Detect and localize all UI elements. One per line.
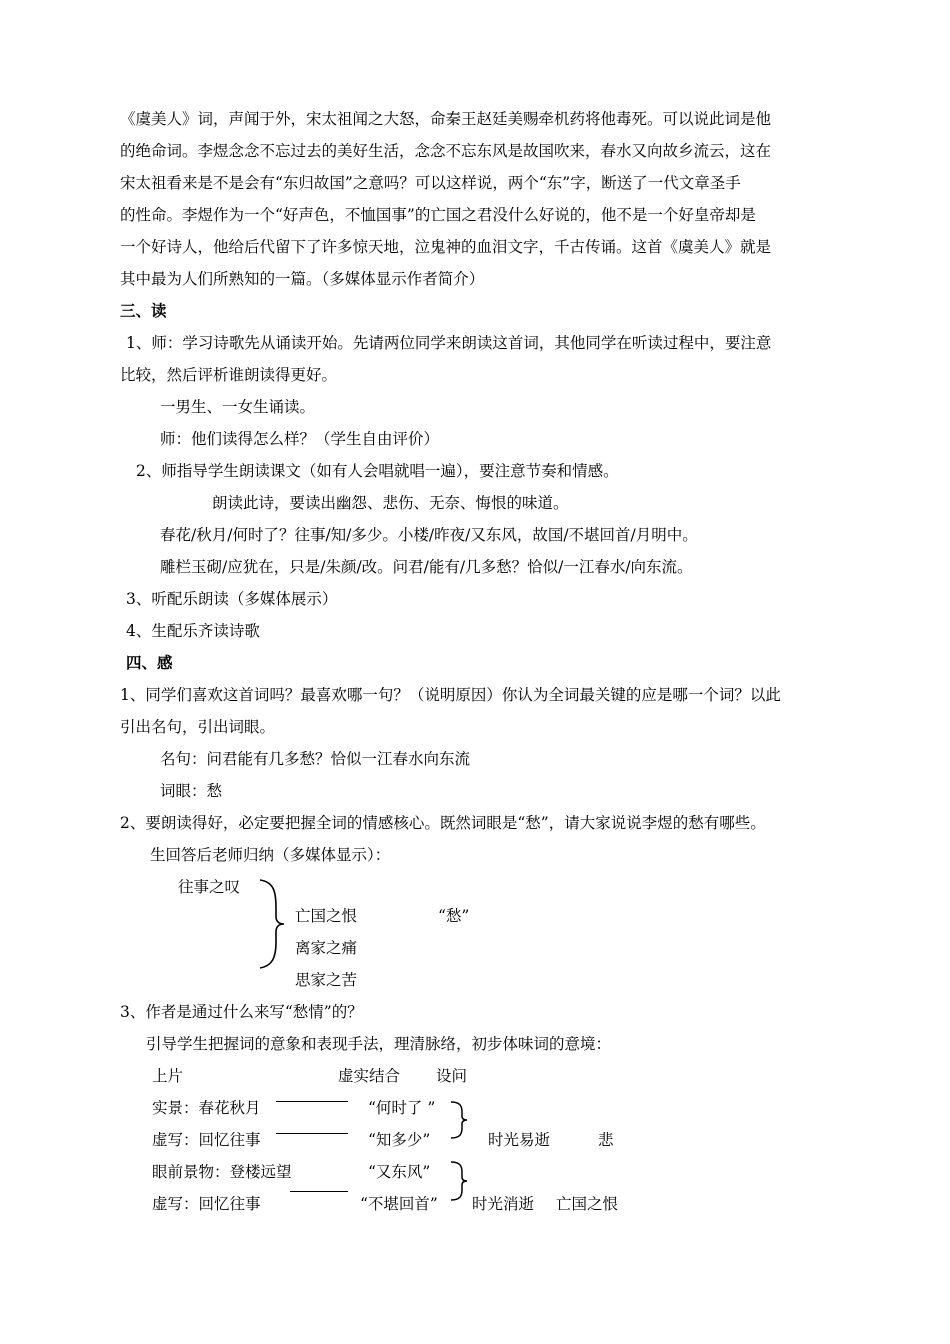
intro-line-6: 其中最为人们所熟知的一篇。（多媒体显示作者简介） bbox=[120, 270, 485, 288]
intro-line-5: 一个好诗人，他给后代留下了许多惊天地，泣鬼神的血泪文字，千古传诵。这首《虞美人》就是 bbox=[120, 238, 772, 256]
diagram-top-item: 往事之叹 bbox=[178, 878, 241, 896]
brace-icon-1 bbox=[448, 1100, 470, 1140]
table-head-upper: 上片 bbox=[152, 1067, 184, 1085]
brace-icon-2 bbox=[448, 1160, 470, 1202]
row4-connector bbox=[290, 1191, 348, 1192]
row1-label: 实景：春花秋月 bbox=[152, 1099, 261, 1117]
section-heading-read: 三、读 bbox=[120, 301, 167, 320]
keyword-line: 词眼：愁 bbox=[160, 782, 223, 800]
feel-item-2-sub: 生回答后老师归纳（多媒体显示）： bbox=[150, 846, 391, 864]
row4-label: 虚写：回忆往事 bbox=[152, 1195, 261, 1213]
poem-line-2: 雕栏玉砌/应犹在，只是/朱颜/改。问君/能有/几多愁？恰似/一江春水/向东流。 bbox=[160, 558, 693, 576]
row1-quote: “何时了 ” bbox=[368, 1099, 436, 1117]
read-item-1-line-1: 1、师：学习诗歌先从诵读开始。先请两位同学来朗读这首词，其他同学在听读过程中，要注意 bbox=[126, 334, 772, 352]
intro-line-4: 的性命。李煜作为一个“好声色，不恤国事”的亡国之君没什么好说的，他不是一个好皇帝却是 bbox=[120, 206, 756, 224]
row2-emotion: 悲 bbox=[598, 1131, 614, 1149]
read-item-4: 4、生配乐齐读诗歌 bbox=[126, 622, 260, 640]
diagram-item-3: 思家之苦 bbox=[295, 971, 358, 989]
intro-line-2: 的绝命词。李煜念念不忘过去的美好生活，念念不忘东风是故国吹来，春水又向故乡流云，这在 bbox=[120, 142, 772, 160]
read-item-1-line-2: 比较，然后评析谁朗读得更好。 bbox=[120, 366, 338, 384]
row4-emotion: 亡国之恨 bbox=[556, 1195, 619, 1213]
famous-line: 名句：问君能有几多愁？恰似一江春水向东流 bbox=[160, 750, 471, 768]
table-head-real-virtual: 虚实结合 bbox=[338, 1067, 401, 1085]
read-item-3: 3、听配乐朗读（多媒体展示） bbox=[126, 590, 338, 608]
row1-connector bbox=[276, 1101, 348, 1102]
table-head-question: 设问 bbox=[436, 1067, 468, 1085]
row3-quote: “又东风” bbox=[368, 1163, 431, 1181]
intro-line-3: 宋太祖看来是不是会有“东归故国”之意吗？可以这样说，两个“东”字，断送了一代文章圣手 bbox=[120, 174, 741, 192]
read-item-1-sub-2: 师：他们读得怎么样？（学生自由评价） bbox=[160, 430, 440, 448]
diagram-item-1: 亡国之恨 bbox=[295, 907, 358, 925]
curly-brace-icon bbox=[256, 878, 286, 970]
poem-line-1: 春花/秋月/何时了？往事/知/多少。小楼/昨夜/又东风，故国/不堪回首/月明中。 bbox=[160, 526, 698, 544]
row4-result: 时光消逝 bbox=[472, 1195, 535, 1213]
feel-item-3: 3、作者是通过什么来写“愁情”的？ bbox=[120, 1003, 363, 1021]
row3-label: 眼前景物：登楼远望 bbox=[152, 1163, 292, 1181]
section-heading-feel: 四、感 bbox=[126, 653, 173, 672]
row4-quote: “不堪回首” bbox=[360, 1195, 438, 1213]
row2-label: 虚写：回忆往事 bbox=[152, 1131, 261, 1149]
intro-line-1: 《虞美人》词，声闻于外，宋太祖闻之大怒，命秦王赵廷美赐牵机药将他毒死。可以说此词是他 bbox=[120, 110, 772, 128]
feel-item-1-line-2: 引出名句，引出词眼。 bbox=[120, 718, 276, 736]
diagram-item-2: 离家之痛 bbox=[295, 939, 358, 957]
diagram-label: “愁” bbox=[438, 907, 470, 925]
read-item-2-sub: 朗读此诗，要读出幽怨、悲伤、无奈、悔恨的味道。 bbox=[212, 494, 569, 512]
feel-item-2: 2、要朗读得好，必定要把握全词的情感核心。既然词眼是“愁”，请大家说说李煜的愁有哪些。 bbox=[120, 814, 766, 832]
row2-quote: “知多少” bbox=[368, 1131, 431, 1149]
feel-item-3-sub: 引导学生把握词的意象和表现手法，理清脉络，初步体味词的意境： bbox=[146, 1035, 612, 1053]
feel-item-1-line-1: 1、同学们喜欢这首词吗？最喜欢哪一句？（说明原因）你认为全词最关键的应是哪一个词？以此 bbox=[120, 686, 781, 704]
row2-result: 时光易逝 bbox=[488, 1131, 551, 1149]
read-item-2: 2、师指导学生朗读课文（如有人会唱就唱一遍），要注意节奏和情感。 bbox=[136, 462, 619, 480]
read-item-1-sub-1: 一男生、一女生诵读。 bbox=[160, 398, 316, 416]
row2-connector bbox=[276, 1133, 348, 1134]
